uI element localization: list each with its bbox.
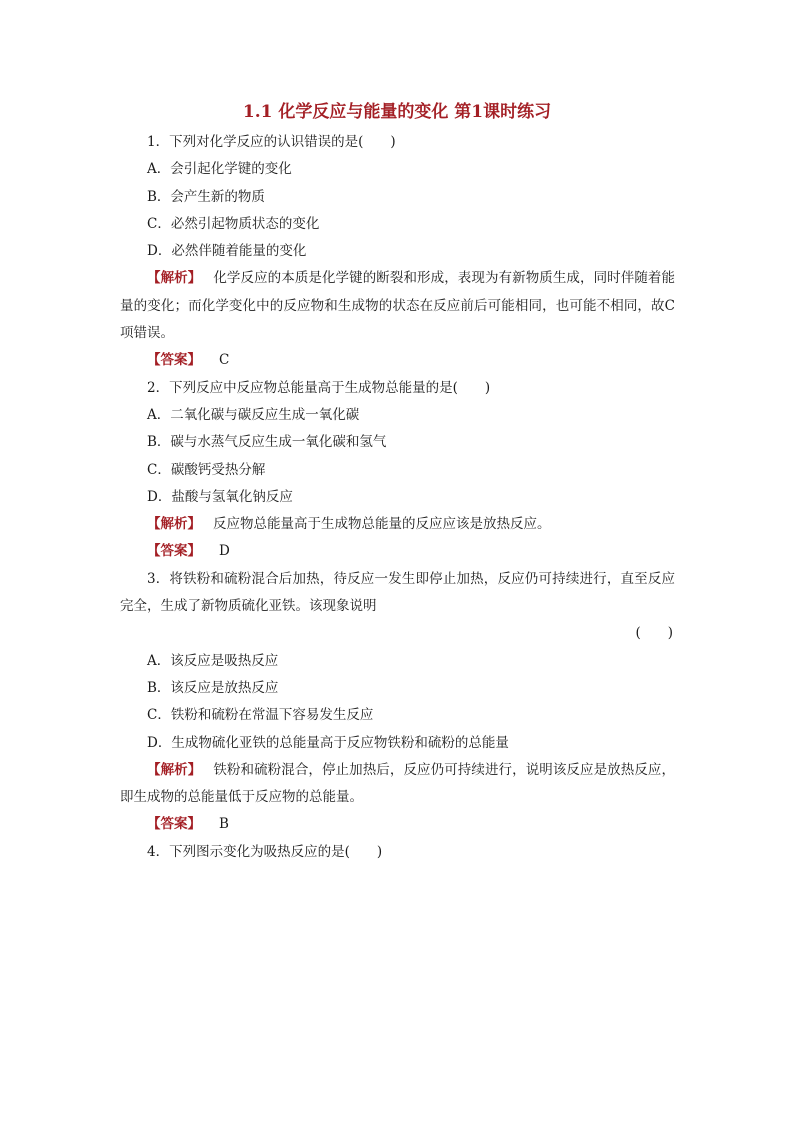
analysis-text: 铁粉和硫粉混合，停止加热后，反应仍可持续进行，说明该反应是放热反应，即生成物的总能量低于反应物的总能量。: [120, 761, 676, 806]
analysis-label: 【解析】: [147, 516, 201, 533]
analysis-text: 化学反应的本质是化学键的断裂和形成，表现为有新物质生成，同时伴随着能量的变化；而化学变化中的反应物和生成物的状态在反应前后可能相同，也可能不相同，故C项错误。: [120, 270, 676, 342]
answer-value: D: [219, 543, 230, 560]
option-a: A．该反应是吸热反应: [147, 652, 279, 669]
option-b: B．碳与水蒸气反应生成一氧化碳和氢气: [147, 434, 387, 451]
question-list: [120, 129, 675, 866]
page-title: 1.1 化学反应与能量的变化 第1课时练习: [242, 102, 552, 122]
answer-label: 【答案】: [147, 543, 201, 560]
answer-value: C: [219, 352, 230, 369]
question-3: [120, 566, 675, 839]
question-2: [120, 375, 675, 566]
analysis-block: [120, 265, 675, 347]
option-d: D．必然伴随着能量的变化: [147, 243, 307, 260]
answer-block: [120, 347, 675, 374]
analysis-label: 【解析】: [147, 761, 202, 778]
option-c: C．必然引起物质状态的变化: [147, 215, 320, 232]
question-stem: 2．下列反应中反应物总能量高于生成物总能量的是( ): [147, 379, 491, 396]
option-c: C．铁粉和硫粉在常温下容易发生反应: [147, 707, 374, 724]
question-4: [120, 839, 675, 866]
answer-block: [120, 538, 675, 565]
option-b: B．该反应是放热反应: [147, 679, 279, 696]
answer-value: B: [219, 816, 229, 833]
question-stem: 1．下列对化学反应的认识错误的是( ): [147, 134, 396, 150]
answer-bracket: ( ): [635, 625, 673, 642]
analysis-block: [120, 511, 675, 538]
question-stem: 4．下列图示变化为吸热反应的是( ): [147, 843, 383, 860]
analysis-text: 反应物总能量高于生成物总能量的反应应该是放热反应。: [213, 516, 551, 533]
question-stem: 3．将铁粉和硫粉混合后加热，待反应一发生即停止加热，反应仍可持续进行，直至反应完全，生成了新物质硫化亚铁。该现象说明: [120, 570, 675, 615]
analysis-block: [120, 757, 675, 812]
question-1: [120, 129, 675, 375]
option-b: B．会产生新的物质: [147, 188, 265, 205]
option-d: D．生成物硫化亚铁的总能量高于反应物铁粉和硫粉的总能量: [147, 734, 509, 751]
analysis-label: 【解析】: [147, 270, 202, 287]
option-a: A．会引起化学键的变化: [147, 161, 292, 178]
option-c: C．碳酸钙受热分解: [147, 461, 266, 478]
answer-label: 【答案】: [147, 352, 201, 369]
answer-block: [120, 811, 675, 838]
option-d: D．盐酸与氢氧化钠反应: [147, 488, 293, 505]
answer-label: 【答案】: [147, 816, 201, 833]
option-a: A．二氧化碳与碳反应生成一氧化碳: [147, 406, 360, 423]
